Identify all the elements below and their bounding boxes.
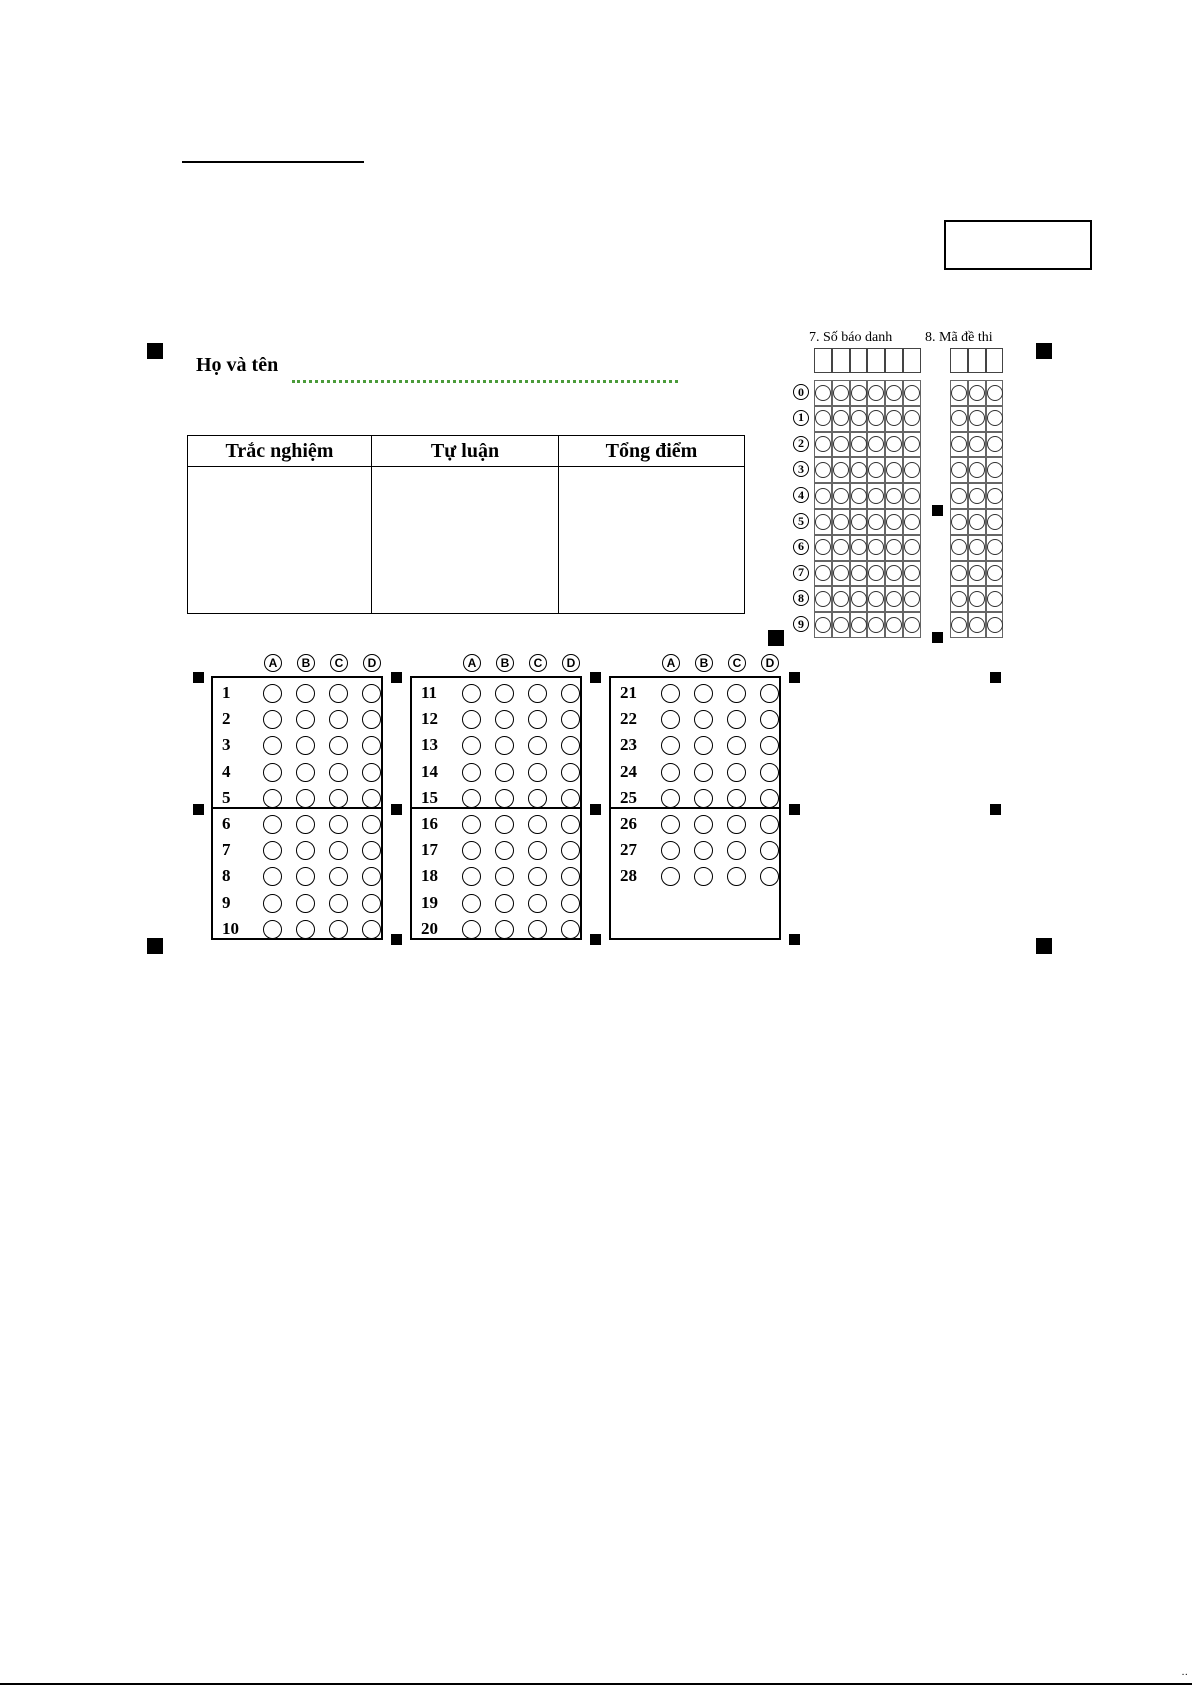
exam-code-bubble[interactable] [951,488,967,504]
candidate-number-bubble[interactable] [886,385,902,401]
candidate-number-bubble[interactable] [904,385,920,401]
candidate-number-bubble[interactable] [904,514,920,530]
candidate-number-bubble[interactable] [815,436,831,452]
answer-bubble-b[interactable] [495,684,514,703]
answer-bubble-b[interactable] [495,763,514,782]
score-cell-total[interactable] [559,467,745,614]
exam-code-bubble[interactable] [987,385,1003,401]
alignment-marker [147,343,163,359]
exam-code-write-box[interactable] [986,348,1004,373]
alignment-marker [147,938,163,954]
name-field[interactable] [292,374,678,383]
name-label: Họ và tên [196,354,279,376]
answer-bubble-d[interactable] [362,789,381,808]
score-cell-essay[interactable] [372,467,559,614]
option-a-icon: A [662,654,680,672]
candidate-number-bubble[interactable] [868,488,884,504]
option-d-icon: D [761,654,779,672]
question-number: 25 [620,787,637,807]
answer-bubble-c[interactable] [528,894,547,913]
candidate-number-bubble[interactable] [815,565,831,581]
alignment-marker [193,804,204,815]
exam-code-bubble[interactable] [951,436,967,452]
question-number: 7 [222,840,231,860]
candidate-number-bubble[interactable] [815,462,831,478]
answer-bubble-b[interactable] [694,815,713,834]
option-c-icon: C [529,654,547,672]
exam-code-bubble[interactable] [951,385,967,401]
candidate-number-write-box[interactable] [850,348,868,373]
question-number: 24 [620,761,637,781]
candidate-number-bubble[interactable] [851,462,867,478]
answer-block-divider [211,807,383,809]
answer-bubble-d[interactable] [561,894,580,913]
alignment-marker [193,672,204,683]
alignment-marker [391,934,402,945]
exam-code-bubble[interactable] [969,385,985,401]
exam-code-bubble[interactable] [969,410,985,426]
question-number: 16 [421,814,438,833]
answer-bubble-c[interactable] [727,684,746,703]
exam-code-bubble[interactable] [987,462,1003,478]
page-corner-mark: ·· [1181,1670,1188,1681]
answer-bubble-b[interactable] [694,789,713,808]
exam-code-bubble[interactable] [987,617,1003,633]
candidate-number-write-box[interactable] [832,348,850,373]
answer-bubble-a[interactable] [462,894,481,913]
candidate-number-bubble[interactable] [904,617,920,633]
candidate-number-bubble[interactable] [886,488,902,504]
answer-bubble-d[interactable] [561,789,580,808]
exam-code-write-box[interactable] [950,348,968,373]
candidate-number-bubble[interactable] [886,591,902,607]
exam-code-bubble[interactable] [951,591,967,607]
candidate-number-bubble[interactable] [904,436,920,452]
candidate-number-bubble[interactable] [833,385,849,401]
answer-bubble-a[interactable] [462,920,481,939]
answer-bubble-c[interactable] [329,684,348,703]
answer-bubble-b[interactable] [296,894,315,913]
digit-label: 3 [793,461,809,477]
candidate-number-bubble[interactable] [833,436,849,452]
score-header-multiple-choice: Trắc nghiệm [188,436,372,467]
answer-bubble-d[interactable] [760,815,779,834]
candidate-number-title: 7. Số báo danh [809,330,893,345]
option-a-icon: A [264,654,282,672]
candidate-number-bubble[interactable] [851,514,867,530]
question-number: 5 [222,787,231,807]
answer-bubble-d[interactable] [362,684,381,703]
digit-label: 6 [793,539,809,555]
answer-bubble-c[interactable] [727,763,746,782]
header-rule [182,161,364,163]
answer-bubble-c[interactable] [329,789,348,808]
answer-bubble-a[interactable] [263,894,282,913]
answer-bubble-d[interactable] [760,684,779,703]
candidate-number-bubble[interactable] [868,514,884,530]
answer-bubble-c[interactable] [528,684,547,703]
candidate-number-bubble[interactable] [833,617,849,633]
answer-bubble-a[interactable] [462,763,481,782]
candidate-number-bubble[interactable] [815,385,831,401]
candidate-number-bubble[interactable] [815,488,831,504]
alignment-marker [590,934,601,945]
question-number: 14 [421,761,438,781]
candidate-number-bubble[interactable] [851,488,867,504]
answer-bubble-b[interactable] [495,789,514,808]
candidate-number-bubble[interactable] [833,488,849,504]
candidate-number-bubble[interactable] [868,385,884,401]
question-number: 19 [421,892,438,912]
answer-bubble-a[interactable] [263,684,282,703]
answer-bubble-c[interactable] [329,894,348,913]
answer-bubble-a[interactable] [263,920,282,939]
answer-bubble-a[interactable] [263,789,282,808]
candidate-number-bubble[interactable] [815,591,831,607]
candidate-number-bubble[interactable] [886,462,902,478]
question-number: 17 [421,840,438,860]
candidate-number-bubble[interactable] [851,591,867,607]
question-number: 11 [421,683,438,702]
exam-code-bubble[interactable] [987,514,1003,530]
exam-code-bubble[interactable] [969,617,985,633]
answer-bubble-d[interactable] [760,763,779,782]
alignment-marker [590,804,601,815]
answer-bubble-d[interactable] [362,920,381,939]
question-number: 27 [620,840,637,860]
digit-label: 4 [793,487,809,503]
question-number: 8 [222,866,231,886]
answer-bubble-b[interactable] [495,815,514,834]
answer-bubble-c[interactable] [329,815,348,834]
answer-bubble-c[interactable] [528,763,547,782]
exam-code-bubble[interactable] [969,514,985,530]
alignment-marker [1036,343,1052,359]
answer-bubble-a[interactable] [462,789,481,808]
answer-bubble-a[interactable] [263,763,282,782]
exam-code-bubble[interactable] [987,436,1003,452]
answer-bubble-b[interactable] [694,763,713,782]
answer-bubble-b[interactable] [296,815,315,834]
candidate-number-bubble[interactable] [904,488,920,504]
answer-bubble-c[interactable] [528,789,547,808]
digit-label: 7 [793,565,809,581]
question-number: 23 [620,735,637,755]
candidate-number-bubble[interactable] [815,514,831,530]
answer-bubble-d[interactable] [561,815,580,834]
candidate-number-bubble[interactable] [886,617,902,633]
exam-code-bubble[interactable] [969,591,985,607]
exam-code-bubble[interactable] [969,539,985,555]
candidate-number-write-box[interactable] [903,348,921,373]
question-number: 18 [421,866,438,886]
alignment-marker [391,804,402,815]
answer-bubble-b[interactable] [296,763,315,782]
answer-bubble-d[interactable] [561,684,580,703]
exam-code-bubble[interactable] [987,591,1003,607]
candidate-number-write-box[interactable] [885,348,903,373]
candidate-number-bubble[interactable] [904,591,920,607]
alignment-marker [789,934,800,945]
alignment-marker [932,505,943,516]
answer-bubble-b[interactable] [296,920,315,939]
exam-code-bubble[interactable] [987,410,1003,426]
option-d-icon: D [363,654,381,672]
exam-code-bubble[interactable] [951,617,967,633]
answer-bubble-b[interactable] [296,789,315,808]
alignment-marker [1036,938,1052,954]
alignment-marker [768,630,784,646]
exam-code-bubble[interactable] [987,488,1003,504]
option-b-icon: B [496,654,514,672]
answer-bubble-c[interactable] [329,920,348,939]
question-number: 28 [620,866,637,886]
exam-code-title: 8. Mã đề thi [925,330,993,345]
exam-code-bubble[interactable] [969,462,985,478]
answer-bubble-b[interactable] [296,684,315,703]
digit-label: 8 [793,590,809,606]
digit-label: 2 [793,436,809,452]
exam-code-bubble[interactable] [987,565,1003,581]
exam-code-box[interactable] [944,220,1092,270]
question-number: 9 [222,892,231,912]
candidate-number-bubble[interactable] [851,539,867,555]
candidate-number-bubble[interactable] [851,565,867,581]
candidate-number-bubble[interactable] [833,462,849,478]
alignment-marker [789,672,800,683]
question-number: 4 [222,761,231,781]
candidate-number-bubble[interactable] [833,539,849,555]
answer-bubble-d[interactable] [362,763,381,782]
answer-bubble-c[interactable] [329,763,348,782]
answer-bubble-d[interactable] [561,920,580,939]
candidate-number-write-box[interactable] [867,348,885,373]
answer-bubble-d[interactable] [362,815,381,834]
score-cell-multiple-choice[interactable] [188,467,372,614]
answer-bubble-a[interactable] [661,789,680,808]
option-a-icon: A [463,654,481,672]
answer-bubble-a[interactable] [462,815,481,834]
answer-bubble-a[interactable] [661,763,680,782]
exam-code-bubble[interactable] [951,565,967,581]
answer-bubble-d[interactable] [760,789,779,808]
alignment-marker [590,672,601,683]
question-number: 2 [222,709,231,729]
candidate-number-bubble[interactable] [868,617,884,633]
exam-code-bubble[interactable] [951,514,967,530]
candidate-number-bubble[interactable] [851,436,867,452]
score-table [187,435,745,614]
answer-bubble-c[interactable] [727,789,746,808]
candidate-number-bubble[interactable] [833,410,849,426]
answer-bubble-d[interactable] [561,763,580,782]
alignment-marker [932,632,943,643]
question-number: 15 [421,787,438,807]
candidate-number-bubble[interactable] [904,565,920,581]
answer-bubble-b[interactable] [495,894,514,913]
question-number: 1 [222,683,231,702]
answer-bubble-c[interactable] [528,920,547,939]
answer-bubble-a[interactable] [462,684,481,703]
digit-label: 0 [793,384,809,400]
digit-label: 1 [793,410,809,426]
question-number: 12 [421,709,438,729]
question-number: 26 [620,814,637,833]
question-number: 6 [222,814,231,833]
exam-code-write-box[interactable] [968,348,986,373]
candidate-number-bubble[interactable] [851,617,867,633]
option-c-icon: C [330,654,348,672]
question-number: 22 [620,709,637,729]
candidate-number-bubble[interactable] [851,385,867,401]
candidate-number-write-box[interactable] [814,348,832,373]
candidate-number-bubble[interactable] [833,565,849,581]
question-number: 3 [222,735,231,755]
candidate-number-bubble[interactable] [904,462,920,478]
exam-code-bubble[interactable] [969,488,985,504]
candidate-number-bubble[interactable] [886,514,902,530]
answer-bubble-a[interactable] [661,684,680,703]
option-b-icon: B [297,654,315,672]
digit-label: 9 [793,616,809,632]
answer-bubble-a[interactable] [661,815,680,834]
exam-code-bubble[interactable] [951,462,967,478]
candidate-number-bubble[interactable] [833,591,849,607]
answer-bubble-c[interactable] [727,815,746,834]
answer-bubble-a[interactable] [263,815,282,834]
question-number: 10 [222,918,239,938]
answer-bubble-d[interactable] [362,894,381,913]
answer-bubble-c[interactable] [528,815,547,834]
option-c-icon: C [728,654,746,672]
digit-label: 5 [793,513,809,529]
exam-code-bubble[interactable] [969,436,985,452]
option-d-icon: D [562,654,580,672]
alignment-marker [990,672,1001,683]
score-header-total: Tổng điểm [559,436,745,467]
score-header-essay: Tự luận [372,436,559,467]
candidate-number-bubble[interactable] [851,410,867,426]
answer-bubble-b[interactable] [495,920,514,939]
question-number: 21 [620,683,637,702]
option-b-icon: B [695,654,713,672]
candidate-number-bubble[interactable] [815,617,831,633]
exam-code-bubble[interactable] [987,539,1003,555]
exam-code-bubble[interactable] [969,565,985,581]
alignment-marker [789,804,800,815]
alignment-marker [990,804,1001,815]
answer-bubble-b[interactable] [694,684,713,703]
question-number: 20 [421,918,438,938]
candidate-number-bubble[interactable] [833,514,849,530]
alignment-marker [391,672,402,683]
question-number: 13 [421,735,438,755]
